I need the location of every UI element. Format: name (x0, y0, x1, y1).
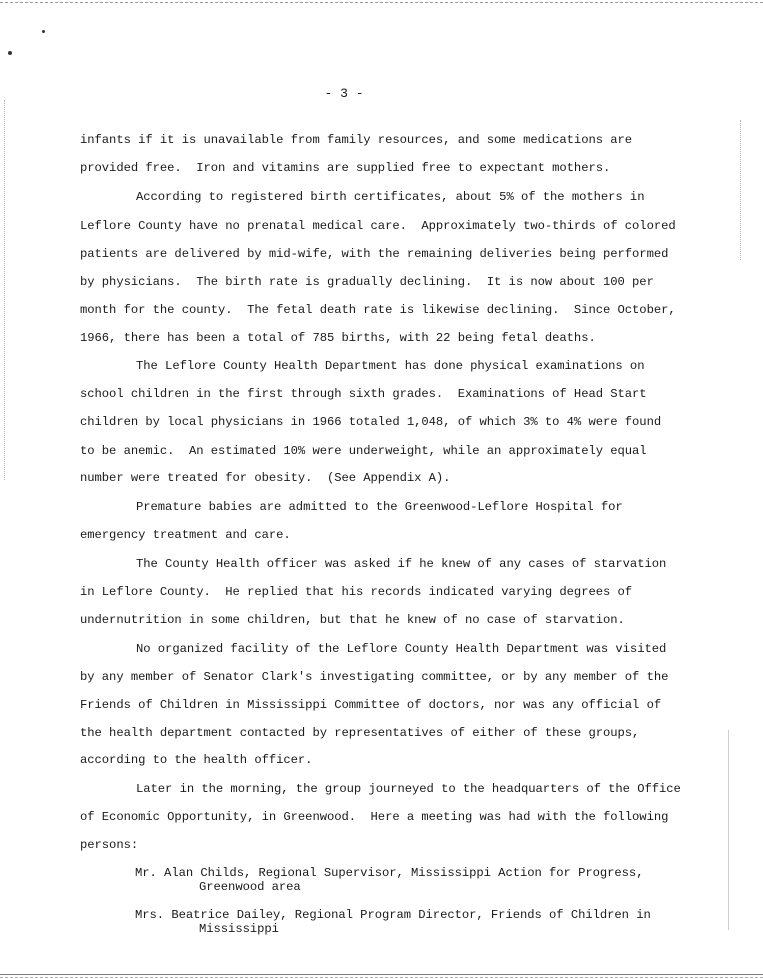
text-line: by physicians. The birth rate is gradually declining. It is now about 100 per (80, 275, 654, 289)
scan-right-margin-line (728, 730, 729, 930)
text-line: children by local physicians in 1966 totaled 1,048, of which 3% to 4% were found (80, 415, 662, 429)
text-line: patients are delivered by mid-wife, with the remaining deliveries being performed (80, 247, 669, 261)
text-line: 1966, there has been a total of 785 births, with 22 being fetal deaths. (80, 331, 596, 345)
text-line: Friends of Children in Mississippi Committee of doctors, nor was any official of (80, 698, 662, 712)
page-number: - 3 - (324, 86, 364, 101)
scan-bottom-edge-dashed (0, 977, 763, 978)
text-line: to be anemic. An estimated 10% were underweight, while an approximately equal (80, 444, 647, 458)
text-line: the health department contacted by representatives of either of these groups, (80, 726, 640, 740)
text-line: provided free. Iron and vitamins are supplied free to expectant mothers. (80, 161, 611, 175)
text-line: according to the health officer. (80, 753, 313, 767)
text-line: The Leflore County Health Department has done physical examinations on (136, 359, 645, 373)
text-line: undernutrition in some children, but that he knew of no case of starvation. (80, 613, 625, 627)
person-entry-line: Mr. Alan Childs, Regional Supervisor, Mississippi Action for Progress, (135, 866, 644, 880)
text-line: persons: (80, 838, 139, 852)
text-line: Later in the morning, the group journeyed to the headquarters of the Office (136, 782, 681, 796)
text-line: of Economic Opportunity, in Greenwood. Here a meeting was had with the following (80, 810, 669, 824)
text-line: by any member of Senator Clark's investigating committee, or by any member of the (80, 670, 669, 684)
text-line: month for the county. The fetal death rate is likewise declining. Since October, (80, 303, 676, 317)
scan-speck (8, 51, 12, 55)
scan-top-edge (0, 2, 763, 3)
scan-left-margin-line (4, 100, 5, 480)
text-line: The County Health officer was asked if he knew of any cases of starvation (136, 557, 667, 571)
text-line: number were treated for obesity. (See Appendix A). (80, 471, 451, 485)
text-line: According to registered birth certificates, about 5% of the mothers in (136, 190, 645, 204)
text-line: emergency treatment and care. (80, 528, 291, 542)
scan-speck (42, 30, 45, 33)
person-entry-line: Mrs. Beatrice Dailey, Regional Program Director, Friends of Children in (135, 908, 651, 922)
text-line: infants if it is unavailable from family resources, and some medications are (80, 133, 633, 147)
text-line: in Leflore County. He replied that his records indicated varying degrees of (80, 585, 633, 599)
text-line: Leflore County have no prenatal medical care. Approximately two-thirds of colored (80, 219, 676, 233)
person-entry-continuation: Greenwood area (199, 880, 301, 894)
person-entry-continuation: Mississippi (199, 922, 279, 936)
text-line: school children in the first through sixth grades. Examinations of Head Start (80, 387, 647, 401)
scan-bottom-edge (0, 974, 763, 975)
text-line: Premature babies are admitted to the Greenwood-Leflore Hospital for (136, 500, 623, 514)
text-line: No organized facility of the Leflore County Health Department was visited (136, 642, 667, 656)
scan-right-margin-line (740, 120, 741, 260)
